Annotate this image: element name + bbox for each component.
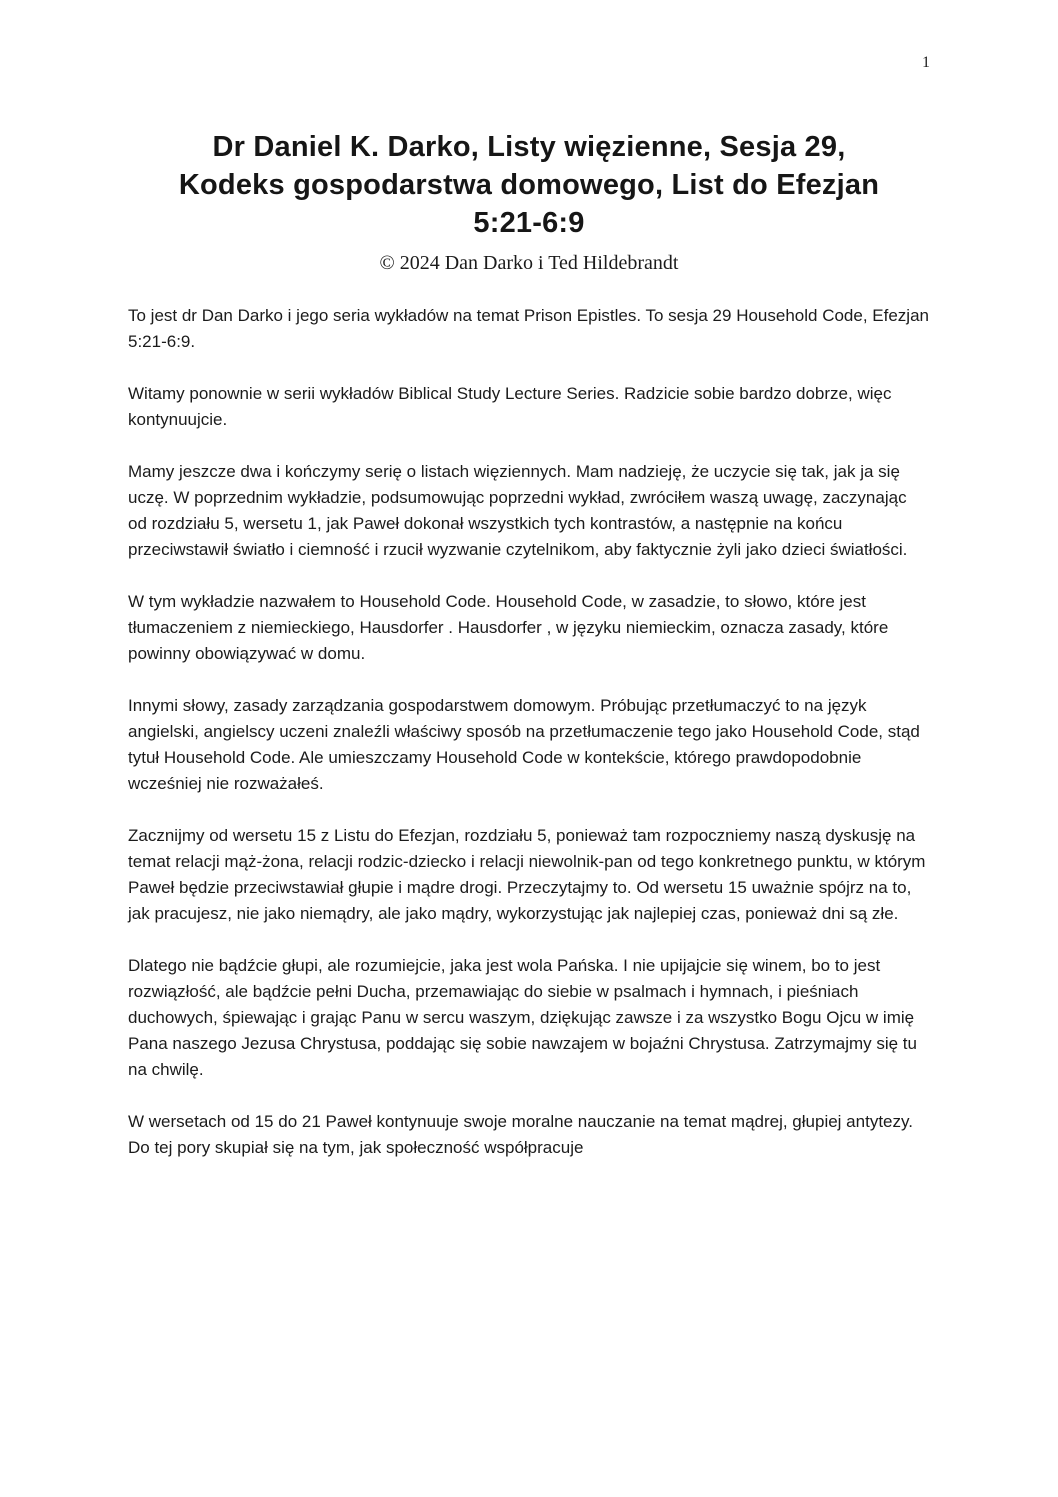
document-title: [128, 128, 930, 242]
paragraph: Mamy jeszcze dwa i kończymy serię o listach więziennych. Mam nadzieję, że uczycie się tak, jak ja się uczę. W poprzednim wykładzie, podsumowując poprzedni wykład, zwróciłem waszą uwagę, zaczynając od rozdziału 5, wersetu 1, jak Paweł dokonał wszystkich tych kontrastów, a następnie na końcu przeciwstawił światło i ciemność i rzucił wyzwanie czytelnikom, aby faktycznie żyli jako dzieci światłości.: [128, 462, 908, 559]
paragraph: W wersetach od 15 do 21 Paweł kontynuuje swoje moralne nauczanie na temat mądrej, głupiej antytezy. Do tej pory skupiał się na tym, jak społeczność współpracuje: [128, 1112, 913, 1157]
document-page: [128, 0, 930, 1161]
paragraph: Zacznijmy od wersetu 15 z Listu do Efezjan, rozdziału 5, ponieważ tam rozpoczniemy naszą dyskusję na temat relacji mąż-żona, relacji rodzic-dziecko i relacji niewolnik-pan od tego konkretnego punktu, w którym Paweł będzie przeciwstawiał głupie i mądre drogi. Przeczytajmy to. Od wersetu 15 uważnie spójrz na to, jak pracujesz, nie jako niemądry, ale jako mądry, wykorzystując jak najlepiej czas, ponieważ dni są złe.: [128, 826, 926, 923]
page-number: 1: [922, 54, 930, 71]
title-line: Dr Daniel K. Darko, Listy więzienne, Sesja 29,: [212, 131, 846, 163]
paragraph: Innymi słowy, zasady zarządzania gospodarstwem domowym. Próbując przetłumaczyć to na język angielski, angielscy uczeni znaleźli właściwy sposób na przetłumaczenie tego jako Household Code, stąd tytuł Household Code. Ale umieszczamy Household Code w kontekście, którego prawdopodobnie wcześniej nie rozważałeś.: [128, 696, 920, 793]
document-body: [128, 303, 930, 1161]
paragraph: Dlatego nie bądźcie głupi, ale rozumiejcie, jaka jest wola Pańska. I nie upijajcie się winem, bo to jest rozwiązłość, ale bądźcie pełni Ducha, przemawiając do siebie w psalmach i hymnach, i pieśniach duchowych, śpiewając i grając Panu w sercu waszym, dziękując zawsze i za wszystko Bogu Ojcu w imię Pana naszego Jezusa Chrystusa, poddając się sobie nawzajem w bojaźni Chrystusa. Zatrzymajmy się tu na chwilę.: [128, 956, 917, 1079]
copyright-line: © 2024 Dan Darko i Ted Hildebrandt: [379, 252, 679, 274]
paragraph: To jest dr Dan Darko i jego seria wykładów na temat Prison Epistles. To sesja 29 Household Code, Efezjan 5:21-6:9.: [128, 306, 929, 351]
paragraph: Witamy ponownie w serii wykładów Biblical Study Lecture Series. Radzicie sobie bardzo dobrze, więc kontynuujcie.: [128, 384, 892, 429]
title-line: 5:21-6:9: [473, 207, 585, 239]
paragraph: W tym wykładzie nazwałem to Household Code. Household Code, w zasadzie, to słowo, które jest tłumaczeniem z niemieckiego, Hausdorfer . Hausdorfer , w języku niemieckim, oznacza zasady, które powinny obowiązywać w domu.: [128, 592, 889, 663]
title-line: Kodeks gospodarstwa domowego, List do Efezjan: [178, 169, 880, 201]
